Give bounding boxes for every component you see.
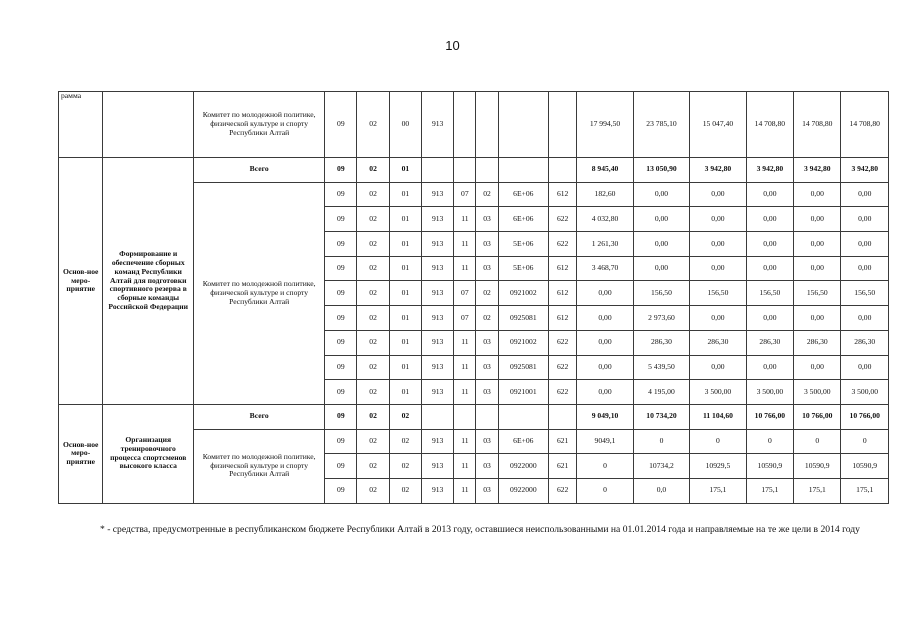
value-cell: 01: [389, 281, 421, 306]
value-cell: 0,00: [841, 306, 889, 331]
value-cell: 13 050,90: [633, 158, 689, 183]
value-cell: 9 049,10: [577, 404, 633, 429]
value-cell: 0,00: [794, 256, 841, 281]
value-cell: 09: [325, 182, 357, 207]
value-cell: 10 766,00: [794, 404, 841, 429]
value-cell: 01: [389, 306, 421, 331]
value-cell: 00: [389, 92, 421, 158]
value-cell: 0,00: [746, 207, 793, 232]
value-cell: 913: [422, 232, 454, 257]
value-cell: 01: [389, 330, 421, 355]
activity-name-cell: Организация тренировочного процесса спортсменов высокого класса: [103, 404, 194, 503]
value-cell: 14 708,80: [746, 92, 793, 158]
value-cell: 622: [549, 478, 577, 503]
value-cell: 02: [357, 207, 389, 232]
value-cell: 02: [357, 256, 389, 281]
value-cell: [549, 158, 577, 183]
executor-cell: Комитет по молодежной политике, физической культуре и спорту Республики Алтай: [194, 92, 325, 158]
value-cell: 286,30: [633, 330, 689, 355]
value-cell: 03: [476, 330, 498, 355]
value-cell: 14 708,80: [841, 92, 889, 158]
value-cell: 0,00: [690, 306, 746, 331]
value-cell: 17 994,50: [577, 92, 633, 158]
value-cell: 10590,9: [746, 454, 793, 479]
value-cell: [498, 158, 548, 183]
value-cell: 10 766,00: [841, 404, 889, 429]
value-cell: 09: [325, 404, 357, 429]
value-cell: 03: [476, 232, 498, 257]
value-cell: 09: [325, 158, 357, 183]
value-cell: 09: [325, 355, 357, 380]
value-cell: 0,00: [794, 306, 841, 331]
value-cell: 09: [325, 232, 357, 257]
value-cell: 913: [422, 429, 454, 454]
value-cell: 11: [454, 330, 476, 355]
value-cell: 913: [422, 478, 454, 503]
value-cell: 622: [549, 355, 577, 380]
total-row: [59, 158, 889, 183]
value-cell: 15 047,40: [690, 92, 746, 158]
value-cell: 0,00: [794, 355, 841, 380]
value-cell: 4 195,00: [633, 380, 689, 405]
value-cell: 175,1: [794, 478, 841, 503]
value-cell: 02: [389, 404, 421, 429]
value-cell: [498, 404, 548, 429]
value-cell: 02: [357, 429, 389, 454]
value-cell: 913: [422, 281, 454, 306]
table-row: [59, 92, 889, 158]
value-cell: 0,00: [746, 256, 793, 281]
value-cell: 5Е+06: [498, 232, 548, 257]
value-cell: 10929,5: [690, 454, 746, 479]
value-cell: 612: [549, 281, 577, 306]
value-cell: 07: [454, 182, 476, 207]
value-cell: 0922000: [498, 478, 548, 503]
value-cell: 09: [325, 281, 357, 306]
value-cell: 11: [454, 478, 476, 503]
value-cell: 0: [746, 429, 793, 454]
value-cell: 2 973,60: [633, 306, 689, 331]
value-cell: 913: [422, 330, 454, 355]
value-cell: [549, 92, 577, 158]
value-cell: 0,00: [690, 355, 746, 380]
value-cell: 01: [389, 182, 421, 207]
value-cell: 03: [476, 207, 498, 232]
value-cell: 156,50: [690, 281, 746, 306]
value-cell: 0,00: [690, 182, 746, 207]
value-cell: 913: [422, 454, 454, 479]
value-cell: 3 500,00: [690, 380, 746, 405]
value-cell: 612: [549, 182, 577, 207]
value-cell: 11: [454, 454, 476, 479]
value-cell: 913: [422, 92, 454, 158]
value-cell: 0,00: [577, 330, 633, 355]
value-cell: 0,00: [794, 232, 841, 257]
value-cell: 10 766,00: [746, 404, 793, 429]
executor-cell: Комитет по молодежной политике, физической культуре и спорту Республики Алтай: [194, 429, 325, 503]
program-label-cell: рамма: [59, 92, 103, 158]
value-cell: 3 468,70: [577, 256, 633, 281]
value-cell: 0,00: [690, 256, 746, 281]
value-cell: 286,30: [690, 330, 746, 355]
value-cell: 612: [549, 306, 577, 331]
value-cell: 0: [690, 429, 746, 454]
value-cell: 913: [422, 380, 454, 405]
value-cell: 0,00: [746, 306, 793, 331]
value-cell: 9049,1: [577, 429, 633, 454]
total-label-cell: Всего: [194, 158, 325, 183]
value-cell: 09: [325, 380, 357, 405]
value-cell: 0,00: [690, 207, 746, 232]
value-cell: 0,00: [841, 207, 889, 232]
value-cell: 09: [325, 429, 357, 454]
value-cell: 02: [357, 281, 389, 306]
value-cell: 0,00: [690, 232, 746, 257]
value-cell: 0,00: [633, 207, 689, 232]
total-label-cell: Всего: [194, 404, 325, 429]
value-cell: 03: [476, 355, 498, 380]
value-cell: 02: [357, 330, 389, 355]
value-cell: 11: [454, 380, 476, 405]
value-cell: 0,0: [633, 478, 689, 503]
value-cell: 913: [422, 355, 454, 380]
value-cell: 02: [476, 306, 498, 331]
value-cell: 0,00: [746, 182, 793, 207]
footnote: * - средства, предусмотренные в республиканском бюджете Республики Алтай в 2013 году, оставшиеся неиспользованными на 01.01.2014 года и направляемые на те же цели в 2014 году: [100, 524, 860, 535]
activity-name-cell: Формирование и обеспечение сборных команд Республики Алтай для подготовки спортивного резерва в сборные команды Российской Федерации: [103, 158, 194, 405]
value-cell: 175,1: [690, 478, 746, 503]
value-cell: 0,00: [794, 182, 841, 207]
value-cell: 02: [389, 429, 421, 454]
value-cell: 286,30: [841, 330, 889, 355]
value-cell: 0925081: [498, 355, 548, 380]
value-cell: 07: [454, 281, 476, 306]
value-cell: 913: [422, 207, 454, 232]
value-cell: 01: [389, 158, 421, 183]
value-cell: 0,00: [577, 281, 633, 306]
value-cell: 622: [549, 207, 577, 232]
value-cell: 02: [357, 182, 389, 207]
value-cell: 10590,9: [794, 454, 841, 479]
value-cell: 03: [476, 380, 498, 405]
budget-table: [58, 91, 889, 504]
value-cell: 02: [357, 380, 389, 405]
value-cell: 0: [841, 429, 889, 454]
value-cell: 0,00: [841, 256, 889, 281]
value-cell: 02: [357, 454, 389, 479]
value-cell: 02: [357, 92, 389, 158]
total-row: [59, 404, 889, 429]
activity-type-cell: Основ-ное меро-приятие: [59, 404, 103, 503]
value-cell: 621: [549, 454, 577, 479]
executor-cell: Комитет по молодежной политике, физической культуре и спорту Республики Алтай: [194, 182, 325, 404]
value-cell: 0: [577, 454, 633, 479]
value-cell: 0921002: [498, 330, 548, 355]
value-cell: 0: [577, 478, 633, 503]
value-cell: 01: [389, 207, 421, 232]
value-cell: 622: [549, 232, 577, 257]
value-cell: 02: [389, 454, 421, 479]
value-cell: 0,00: [633, 182, 689, 207]
value-cell: 02: [357, 306, 389, 331]
value-cell: 0,00: [746, 232, 793, 257]
value-cell: 3 942,80: [746, 158, 793, 183]
value-cell: 0925081: [498, 306, 548, 331]
program-name-cell: [103, 92, 194, 158]
value-cell: 11: [454, 232, 476, 257]
value-cell: 01: [389, 232, 421, 257]
value-cell: [422, 404, 454, 429]
value-cell: 1 261,30: [577, 232, 633, 257]
value-cell: 286,30: [794, 330, 841, 355]
value-cell: 6Е+06: [498, 182, 548, 207]
value-cell: 11: [454, 429, 476, 454]
value-cell: 175,1: [841, 478, 889, 503]
page-number: 10: [445, 38, 460, 53]
value-cell: 3 942,80: [690, 158, 746, 183]
value-cell: 0922000: [498, 454, 548, 479]
value-cell: 11: [454, 355, 476, 380]
value-cell: 0: [794, 429, 841, 454]
value-cell: 6Е+06: [498, 429, 548, 454]
value-cell: 0,00: [841, 232, 889, 257]
value-cell: 01: [389, 355, 421, 380]
value-cell: 02: [357, 404, 389, 429]
value-cell: 02: [357, 478, 389, 503]
value-cell: [476, 92, 498, 158]
value-cell: 0921001: [498, 380, 548, 405]
value-cell: 07: [454, 306, 476, 331]
value-cell: 09: [325, 330, 357, 355]
value-cell: 0,00: [577, 355, 633, 380]
value-cell: 0: [633, 429, 689, 454]
value-cell: 11: [454, 256, 476, 281]
value-cell: 09: [325, 306, 357, 331]
value-cell: 913: [422, 182, 454, 207]
value-cell: 3 500,00: [746, 380, 793, 405]
value-cell: [454, 404, 476, 429]
value-cell: 02: [357, 355, 389, 380]
value-cell: 02: [357, 158, 389, 183]
value-cell: 09: [325, 207, 357, 232]
value-cell: 02: [476, 182, 498, 207]
value-cell: 0,00: [794, 207, 841, 232]
value-cell: 0,00: [746, 355, 793, 380]
value-cell: 01: [389, 256, 421, 281]
value-cell: 02: [476, 281, 498, 306]
value-cell: 612: [549, 256, 577, 281]
value-cell: 156,50: [841, 281, 889, 306]
value-cell: 913: [422, 306, 454, 331]
value-cell: 622: [549, 330, 577, 355]
value-cell: [454, 92, 476, 158]
value-cell: 175,1: [746, 478, 793, 503]
value-cell: 23 785,10: [633, 92, 689, 158]
value-cell: 156,50: [746, 281, 793, 306]
value-cell: 3 942,80: [794, 158, 841, 183]
value-cell: 622: [549, 380, 577, 405]
value-cell: 0921002: [498, 281, 548, 306]
value-cell: 5 439,50: [633, 355, 689, 380]
value-cell: 10590,9: [841, 454, 889, 479]
value-cell: 01: [389, 380, 421, 405]
value-cell: [476, 158, 498, 183]
value-cell: 09: [325, 92, 357, 158]
value-cell: 3 942,80: [841, 158, 889, 183]
value-cell: 182,60: [577, 182, 633, 207]
value-cell: 6Е+06: [498, 207, 548, 232]
value-cell: 02: [389, 478, 421, 503]
value-cell: 03: [476, 256, 498, 281]
value-cell: 03: [476, 454, 498, 479]
value-cell: 14 708,80: [794, 92, 841, 158]
value-cell: 156,50: [794, 281, 841, 306]
value-cell: 11: [454, 207, 476, 232]
value-cell: 09: [325, 478, 357, 503]
value-cell: 09: [325, 256, 357, 281]
value-cell: 02: [357, 232, 389, 257]
value-cell: 11 104,60: [690, 404, 746, 429]
value-cell: 09: [325, 454, 357, 479]
value-cell: 03: [476, 429, 498, 454]
value-cell: 3 500,00: [841, 380, 889, 405]
value-cell: 03: [476, 478, 498, 503]
value-cell: 621: [549, 429, 577, 454]
value-cell: 0,00: [841, 182, 889, 207]
value-cell: [476, 404, 498, 429]
value-cell: [422, 158, 454, 183]
value-cell: 0,00: [577, 306, 633, 331]
activity-type-cell: Основ-ное меро-приятие: [59, 158, 103, 405]
value-cell: [549, 404, 577, 429]
value-cell: 286,30: [746, 330, 793, 355]
value-cell: 4 032,80: [577, 207, 633, 232]
value-cell: 10 734,20: [633, 404, 689, 429]
value-cell: [498, 92, 548, 158]
value-cell: 0,00: [841, 355, 889, 380]
value-cell: 0,00: [633, 232, 689, 257]
value-cell: 5Е+06: [498, 256, 548, 281]
value-cell: [454, 158, 476, 183]
value-cell: 0,00: [633, 256, 689, 281]
value-cell: 3 500,00: [794, 380, 841, 405]
value-cell: 8 945,40: [577, 158, 633, 183]
value-cell: 0,00: [577, 380, 633, 405]
value-cell: 10734,2: [633, 454, 689, 479]
value-cell: 156,50: [633, 281, 689, 306]
value-cell: 913: [422, 256, 454, 281]
